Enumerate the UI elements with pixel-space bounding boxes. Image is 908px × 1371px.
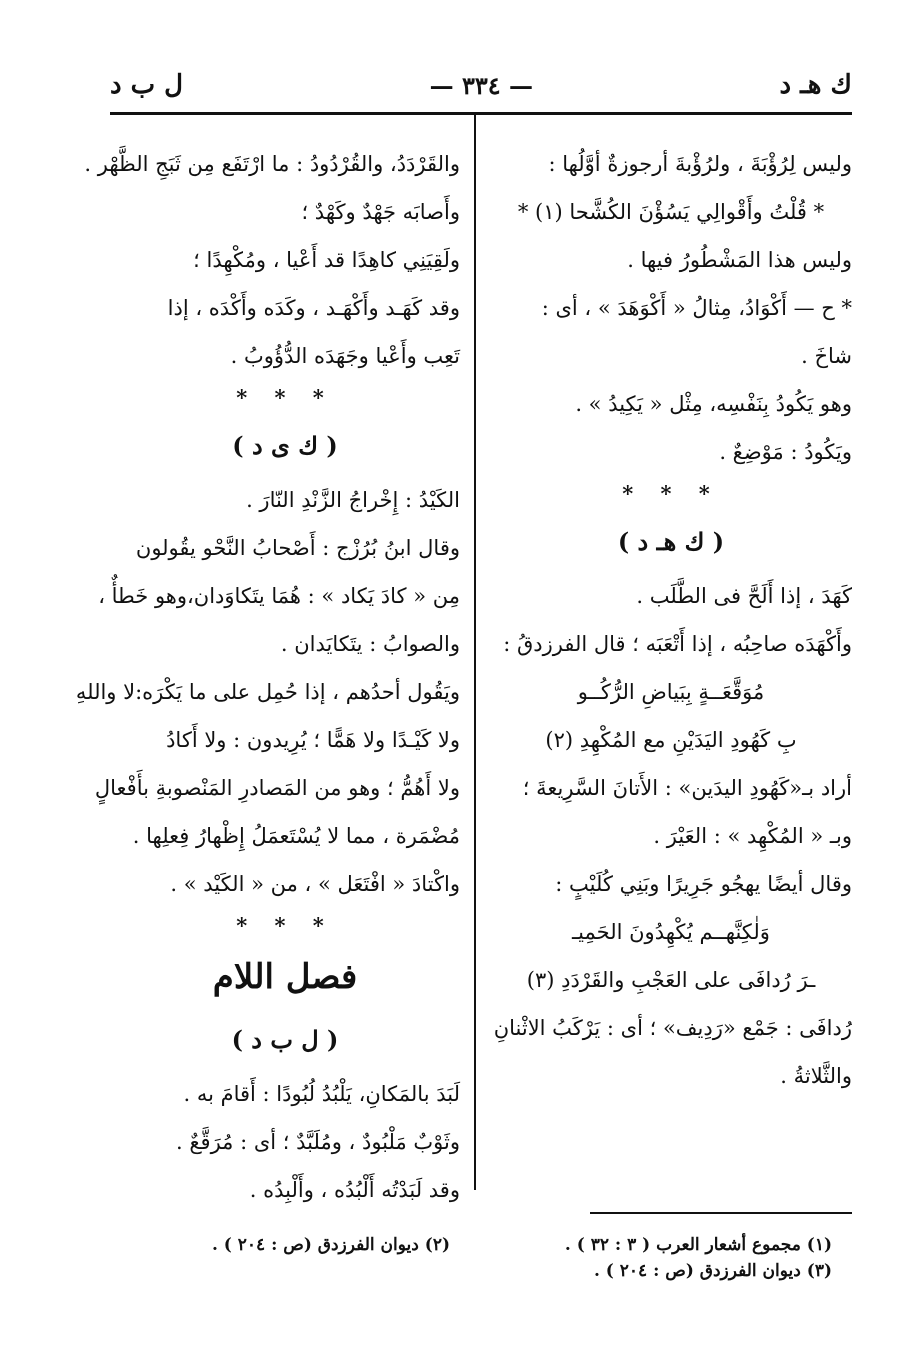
page-number: — ٣٣٤ — bbox=[429, 70, 533, 100]
text-line: ولا كَيْـدًا ولا هَمًّا ؛ يُرِيدون : ولا أَكادُ bbox=[166, 728, 460, 752]
root-heading: ( ل ب د ) bbox=[231, 1025, 339, 1054]
text-line: الكَيْدُ : إِخْراجُ الزَّنْدِ النّارَ . bbox=[246, 488, 460, 512]
verse-line: * قُلْتُ وأَقْوالِي يَسُؤْنَ الكُشَّحا (١) * bbox=[517, 200, 825, 224]
text-line: وأَصابَه جَهْدٌ وكَهْدٌ ؛ bbox=[301, 200, 460, 224]
footnote: (١) مجموع أشعار العرب ( ٣ : ٣٢ ) . bbox=[564, 1235, 832, 1255]
verse-line: وَلٰكِنَّهــم يُكْهِدُونَ الحَمِيـ bbox=[572, 920, 770, 944]
section-separator: * * * bbox=[236, 385, 334, 410]
text-line: والقَرْدَدُ، والقُرْدُودُ : ما ارْتَفَع مِن ثَبَجِ الظَّهْر . bbox=[84, 152, 460, 176]
text-line: ويَكُودُ : مَوْضِعٌ . bbox=[719, 440, 852, 464]
text-line: واكْتادَ « افْتَعَل » ، من « الكَيْد » . bbox=[170, 872, 460, 896]
text-line: وليس هذا المَشْطُورُ فيها . bbox=[627, 248, 852, 272]
verse-line: ـرَ رُدافَى على العَجْبِ والقَرْدَدِ (٣) bbox=[526, 968, 816, 992]
text-line: لَبَدَ بالمَكانِ، يَلْبُدُ لُبُودًا : أَقامَ به . bbox=[183, 1082, 460, 1106]
text-line: وأَكْهَدَه صاحِبُه ، إذا أَتْعَبَه ؛ قال الفرزدقُ : bbox=[503, 632, 852, 656]
right-column bbox=[490, 140, 852, 1100]
verse-line: مُوَقَّعَــةٍ بِبَياضِ الرُّكُــو bbox=[577, 680, 765, 704]
text-line: كَهَدَ ، إذا أَلَحَّ فى الطَّلَب . bbox=[636, 584, 852, 608]
text-line: شاخَ . bbox=[801, 344, 852, 368]
footnote-rule bbox=[590, 1212, 852, 1214]
text-line: والثَّلاثةُ . bbox=[780, 1064, 852, 1088]
footnote: (٢) ديوان الفرزدق (ص : ٢٠٤ ) . bbox=[211, 1235, 450, 1255]
text-line: رُدافَى : جَمْع «رَدِيف» ؛ أى : يَرْكَبُ الاثْنانِ bbox=[493, 1016, 852, 1040]
text-line: وليس لِرُؤْبَةَ ، ولرُؤْبةَ أرجوزةٌ أوَّلُها : bbox=[548, 152, 852, 176]
text-line: مُضْمَرة ، مما لا يُسْتَعمَلُ إِظْهارُ فِعلِها . bbox=[132, 824, 460, 848]
header-rule bbox=[110, 112, 852, 115]
text-line: أراد بـ«كَهُودِ اليدَين» : الأَتانَ السَّرِيعةَ ؛ bbox=[522, 776, 852, 800]
text-line: ويَقُول أحدُهم ، إذا حُمِل على ما يَكْرَه:لا واللهِ bbox=[75, 680, 460, 704]
verse-line: بِ كَهُودِ اليَدَيْنِ مع المُكْهِدِ (٢) bbox=[545, 728, 797, 752]
text-line: وهو يَكُودُ بِنَفْسِه، مِثْل « يَكِيدُ » . bbox=[575, 392, 852, 416]
text-line: تَعِب وأَعْيا وجَهَدَه الدُّؤُوبُ . bbox=[230, 344, 460, 368]
section-separator: * * * bbox=[622, 481, 720, 506]
text-line: والصوابُ : يتَكايَدان . bbox=[280, 632, 460, 656]
text-line: وقال أيضًا يهجُو جَرِيرًا وبَنِي كُلَيْبٍ : bbox=[555, 872, 852, 896]
section-separator: * * * bbox=[236, 913, 334, 938]
text-line: وقال ابنُ بُرُزْج : أَصْحابُ النَّحْو يقُولون bbox=[135, 536, 460, 560]
text-line: ولا أَهُمُّ ؛ وهو من المَصادرِ المَنْصوبةِ بأَفْعالٍ bbox=[94, 776, 460, 800]
text-line: وبـ « المُكْهِد » : العَيْرَ . bbox=[653, 824, 852, 848]
left-column bbox=[75, 140, 460, 1214]
footnotes-left bbox=[150, 1232, 450, 1258]
text-line: مِن « كادَ يَكاد » : هُمَا يتَكاوَدان،وهو خَطأٌ ، bbox=[98, 584, 460, 608]
header-right-root: ك هـ د bbox=[779, 70, 852, 100]
chapter-heading: فصل اللام bbox=[212, 957, 358, 997]
footnotes-right bbox=[500, 1232, 832, 1284]
text-line: * ح — أَكْوَادُ، مِثالُ « أَكْوَهَدَ » ، أى : bbox=[541, 296, 852, 320]
footnote: (٣) ديوان الفرزدق (ص : ٢٠٤ ) . bbox=[593, 1261, 832, 1281]
column-divider bbox=[474, 115, 476, 1190]
text-line: وقد كَهَـد وأَكْهَـد ، وكَدَه وأَكْدَه ، إذا bbox=[167, 296, 460, 320]
text-line: ولَقِيَنِي كاهِدًا قد أَعْيا ، ومُكْهِدًا ؛ bbox=[193, 248, 460, 272]
page-header bbox=[110, 60, 852, 110]
root-heading: ( ك هـ د ) bbox=[617, 527, 725, 556]
header-left-root: ل ب د bbox=[110, 70, 184, 100]
text-line: وقد لَبَدْتُه أَلْبُدُه ، وأَلْبِدُه . bbox=[249, 1178, 460, 1202]
root-heading: ( ك ى د ) bbox=[232, 431, 338, 460]
text-line: وثَوْبٌ مَلْبُودٌ ، ومُلَبَّدٌ ؛ أى : مُرَقَّعٌ . bbox=[176, 1130, 460, 1154]
